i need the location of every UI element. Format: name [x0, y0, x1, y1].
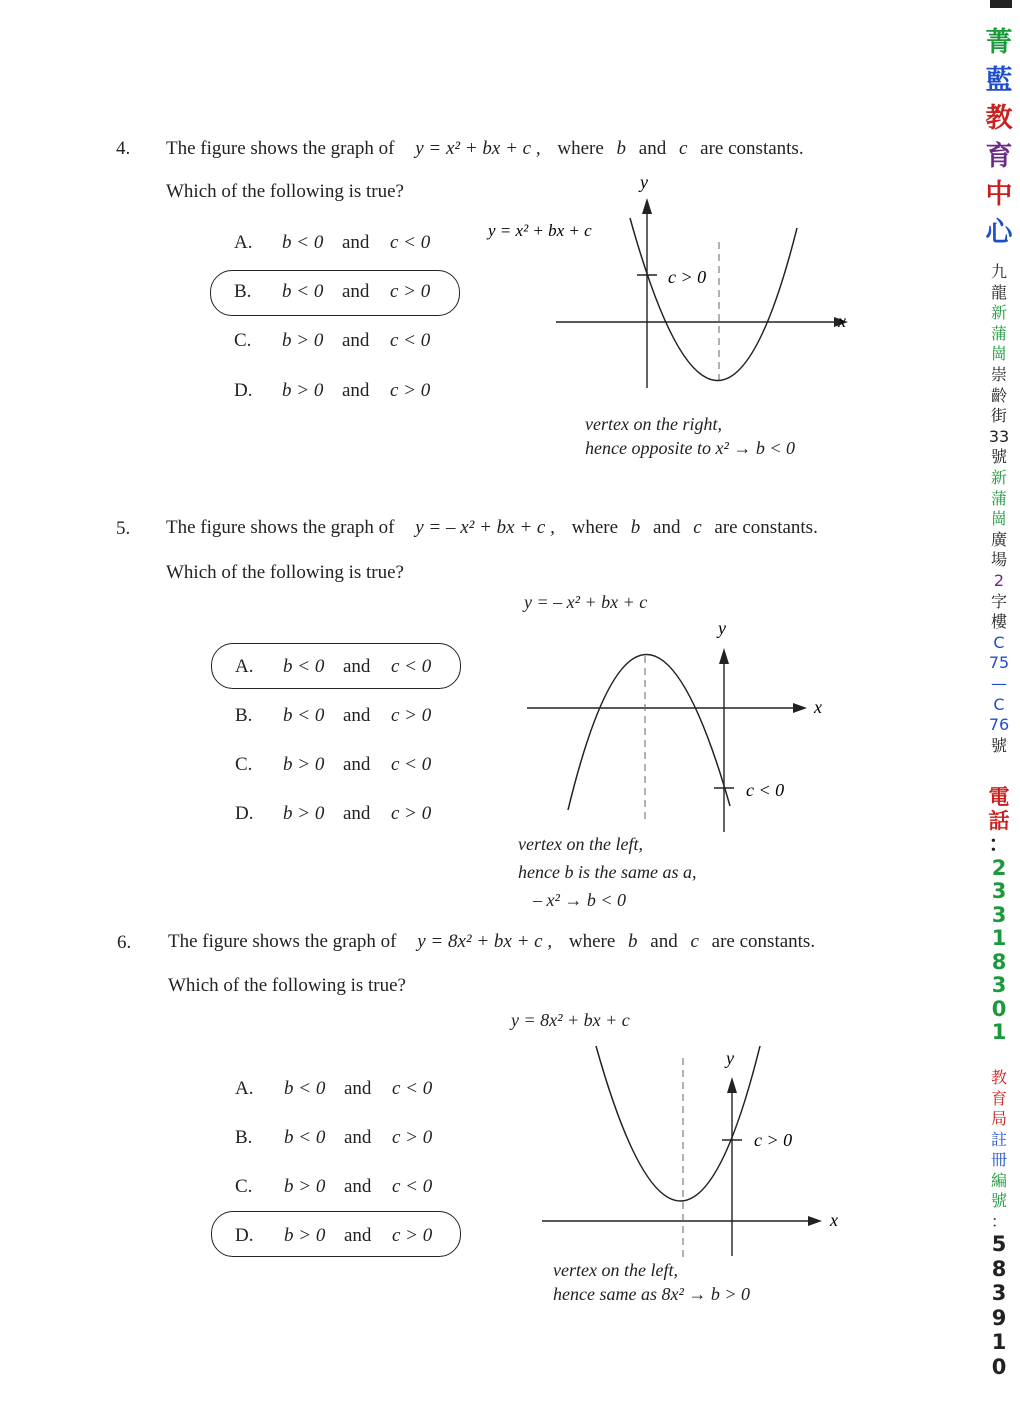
address-character: 新: [990, 303, 1007, 323]
annotation-line-2: hence b is the same as a,: [518, 862, 697, 882]
and-text: and: [653, 517, 681, 538]
option-b-condition: b > 0: [282, 380, 324, 401]
intercept-label: c > 0: [668, 267, 707, 287]
option-b-condition: b < 0: [284, 1127, 326, 1148]
parabola-curve: [630, 218, 797, 381]
option-letter: A.: [234, 232, 253, 253]
y-axis-label: y: [726, 1048, 734, 1068]
registration-digit: 0: [991, 1354, 1007, 1379]
where-text: where: [557, 138, 604, 159]
phone-character: 話: [988, 808, 1010, 833]
option-and: and: [343, 803, 371, 824]
phone-character: 0: [991, 996, 1007, 1021]
intercept-label: c > 0: [754, 1130, 793, 1150]
address-character: 龍: [990, 282, 1007, 302]
registration-label-character: 育: [990, 1088, 1007, 1108]
option-c-condition: c > 0: [391, 705, 432, 726]
question-number: 6.: [117, 932, 132, 953]
registration-label-character: 局: [990, 1109, 1007, 1128]
option-c-condition: c < 0: [390, 232, 431, 253]
registration-digit: 1: [991, 1330, 1007, 1354]
equation-label: y = 8x² + bx + c: [511, 1010, 630, 1030]
question-prompt: Which of the following is true?: [168, 975, 406, 996]
equation-label: y = – x² + bx + c: [524, 592, 648, 612]
option-letter: C.: [235, 754, 253, 775]
address-character: 樓: [990, 612, 1007, 632]
registration-label-character: 編: [990, 1170, 1007, 1190]
address-character: 齡: [990, 385, 1007, 405]
var-b: b: [616, 138, 627, 159]
var-c: c: [678, 138, 688, 159]
option-b-condition: b > 0: [284, 1225, 326, 1246]
brand-character: 心: [985, 217, 1013, 248]
annotation-line-1: vertex on the left,: [518, 834, 643, 854]
question-stem: [168, 931, 815, 953]
option-letter: A.: [235, 656, 254, 677]
registration-label-character: 冊: [990, 1150, 1007, 1169]
brand-character: 中: [985, 179, 1013, 210]
phone-character: 1: [991, 1020, 1007, 1044]
sidebar-top-bar: [990, 0, 1012, 8]
phone-character: 電: [988, 785, 1010, 809]
graph-q5: [500, 612, 840, 837]
question-prompt: Which of the following is true?: [166, 562, 404, 583]
address-character: 號: [990, 447, 1007, 467]
option-c-condition: c < 0: [392, 1078, 433, 1099]
option-b-condition: b > 0: [284, 1176, 326, 1197]
annotation-line-2: hence opposite to x² → b < 0: [585, 438, 795, 458]
graph-q4: [470, 160, 870, 400]
phone-character: ：: [988, 832, 1010, 856]
option-b-condition: b < 0: [282, 232, 324, 253]
address-character: 九: [990, 262, 1007, 281]
question-stem: [166, 138, 804, 160]
option-c-condition: c < 0: [391, 656, 432, 677]
constants-text: are constants.: [711, 931, 816, 952]
option-letter: B.: [234, 281, 252, 302]
var-b: b: [628, 931, 638, 952]
address-character: 75: [988, 653, 1010, 673]
registration-label-character: ：: [990, 1211, 1007, 1231]
registration-digit: 9: [991, 1305, 1007, 1330]
y-axis-arrow: [642, 198, 652, 214]
equation: y = – x² + bx + c ,: [415, 517, 555, 538]
registration-digit: 8: [991, 1256, 1007, 1281]
address-character: 街: [990, 406, 1007, 426]
var-b: b: [630, 517, 641, 538]
phone-character: 3: [991, 902, 1007, 927]
option-b-condition: b < 0: [284, 1078, 326, 1099]
parabola-curve: [568, 654, 730, 810]
option-and: and: [342, 281, 370, 302]
option-b-condition: b > 0: [282, 330, 324, 351]
y-axis-arrow: [727, 1077, 737, 1093]
x-axis-label: x: [814, 697, 822, 717]
option-b-condition: b < 0: [282, 281, 324, 302]
option-and: and: [342, 330, 370, 351]
registration-digit: 5: [991, 1232, 1007, 1256]
equation: y = x² + bx + c ,: [415, 138, 541, 159]
option-and: and: [343, 705, 371, 726]
option-letter: C.: [235, 1176, 253, 1197]
question-number: 5.: [116, 518, 131, 539]
registration-label-character: 號: [990, 1191, 1007, 1210]
address-character: 2: [993, 571, 1005, 590]
address-character: C: [993, 632, 1005, 652]
option-and: and: [343, 754, 371, 775]
x-axis-label: x: [830, 1210, 838, 1230]
option-c-condition: c > 0: [390, 380, 431, 401]
annotation-line-1: vertex on the left,: [553, 1260, 678, 1280]
option-letter: D.: [235, 803, 254, 824]
brand-character: 育: [985, 141, 1013, 172]
address-character: 33: [988, 426, 1010, 446]
stem-text: The figure shows the graph of: [166, 138, 395, 159]
brand-character: 教: [985, 103, 1013, 134]
option-letter: B.: [235, 1127, 253, 1148]
graph-q6: [520, 1030, 860, 1262]
address-character: C: [993, 694, 1005, 714]
brand-character: 藍: [985, 65, 1013, 96]
var-c: c: [693, 517, 702, 538]
address-character: 崇: [990, 365, 1007, 384]
and-text: and: [638, 138, 667, 159]
y-axis-label: y: [718, 618, 726, 638]
constants-text: are constants.: [714, 517, 818, 538]
x-axis-arrow: [793, 703, 807, 713]
registration-label-character: 教: [990, 1068, 1007, 1087]
address-character: 廣: [990, 529, 1007, 549]
option-c-condition: c > 0: [392, 1127, 433, 1148]
equation: y = 8x² + bx + c ,: [417, 931, 553, 952]
parabola-curve: [596, 1046, 760, 1201]
stem-text: The figure shows the graph of: [166, 517, 395, 538]
constants-text: are constants.: [700, 138, 804, 159]
address-character: 崗: [990, 509, 1007, 529]
address-character: 76: [988, 715, 1010, 735]
address-character: 蒲: [990, 488, 1007, 508]
stem-text: The figure shows the graph of: [168, 931, 397, 952]
address-character: 場: [990, 550, 1007, 570]
intercept-label: c < 0: [746, 780, 785, 800]
phone-character: 3: [991, 973, 1007, 997]
annotation-line-1: vertex on the right,: [585, 414, 722, 434]
option-and: and: [344, 1176, 372, 1197]
sidebar-contact-strip: [982, 0, 1016, 1403]
brand-character: 菁: [985, 27, 1013, 58]
var-c: c: [690, 931, 699, 952]
x-axis-label: x: [838, 311, 846, 331]
registration-digit: 3: [991, 1281, 1007, 1305]
phone-character: 3: [991, 879, 1007, 903]
option-letter: B.: [235, 705, 253, 726]
and-text: and: [650, 931, 678, 952]
phone-character: 1: [991, 926, 1007, 950]
annotation-line-2: hence same as 8x² → b > 0: [553, 1284, 750, 1304]
option-and: and: [343, 656, 371, 677]
question-number: 4.: [116, 138, 131, 159]
address-character: —: [991, 674, 1007, 693]
address-character: 蒲: [990, 323, 1007, 343]
address-character: 字: [990, 591, 1007, 611]
address-character: 新: [990, 468, 1007, 487]
equation-label: y = x² + bx + c: [488, 221, 592, 240]
option-and: and: [344, 1225, 372, 1246]
option-c-condition: c < 0: [390, 330, 431, 351]
option-c-condition: c > 0: [390, 281, 431, 302]
option-and: and: [342, 380, 370, 401]
option-b-condition: b < 0: [283, 705, 325, 726]
where-text: where: [568, 931, 616, 952]
option-c-condition: c < 0: [391, 754, 432, 775]
address-character: 崗: [990, 344, 1007, 364]
option-letter: C.: [234, 330, 252, 351]
option-b-condition: b > 0: [283, 754, 325, 775]
question-prompt: Which of the following is true?: [166, 181, 404, 202]
option-and: and: [344, 1127, 372, 1148]
where-text: where: [571, 517, 619, 538]
option-b-condition: b < 0: [283, 656, 325, 677]
option-b-condition: b > 0: [283, 803, 325, 824]
question-stem: [166, 517, 818, 539]
option-c-condition: c < 0: [392, 1176, 433, 1197]
registration-label-character: 註: [990, 1129, 1007, 1149]
option-c-condition: c > 0: [391, 803, 432, 824]
y-axis-label: y: [640, 172, 648, 192]
option-and: and: [344, 1078, 372, 1099]
x-axis-arrow: [808, 1216, 822, 1226]
y-axis-arrow: [719, 648, 729, 664]
option-c-condition: c > 0: [392, 1225, 433, 1246]
option-letter: A.: [235, 1078, 254, 1099]
address-character: 號: [990, 735, 1007, 755]
option-letter: D.: [234, 380, 253, 401]
option-letter: D.: [235, 1225, 254, 1246]
option-and: and: [342, 232, 370, 253]
phone-character: 2: [991, 855, 1007, 880]
phone-character: 8: [991, 949, 1007, 974]
annotation-line-3: – x² → b < 0: [533, 890, 627, 910]
